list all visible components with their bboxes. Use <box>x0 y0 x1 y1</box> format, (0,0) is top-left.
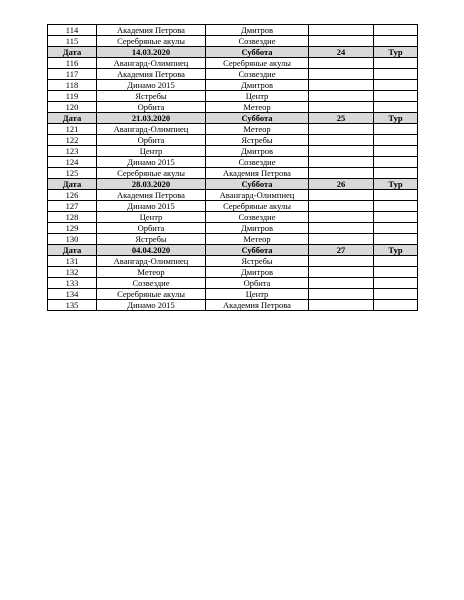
match-row <box>48 201 418 212</box>
round-number: 26 <box>309 179 374 190</box>
match-number: 124 <box>48 157 97 168</box>
match-extra-2 <box>374 267 418 278</box>
match-number: 133 <box>48 278 97 289</box>
match-number: 121 <box>48 124 97 135</box>
away-team: Метеор <box>206 234 309 245</box>
away-team: Дмитров <box>206 80 309 91</box>
match-number: 129 <box>48 223 97 234</box>
away-team: Академия Петрова <box>206 300 309 311</box>
match-extra-1 <box>309 102 374 113</box>
round-header-row <box>48 113 418 124</box>
match-extra-1 <box>309 190 374 201</box>
match-extra-2 <box>374 69 418 80</box>
match-row <box>48 146 418 157</box>
match-number: 130 <box>48 234 97 245</box>
match-extra-2 <box>374 91 418 102</box>
home-team: Авангард-Олимпиец <box>97 256 206 267</box>
match-extra-1 <box>309 168 374 179</box>
home-team: Динамо 2015 <box>97 300 206 311</box>
match-number: 122 <box>48 135 97 146</box>
match-extra-2 <box>374 146 418 157</box>
match-extra-1 <box>309 91 374 102</box>
round-date-label: Дата <box>48 245 97 256</box>
home-team: Орбита <box>97 223 206 234</box>
home-team: Серебряные акулы <box>97 168 206 179</box>
match-extra-2 <box>374 212 418 223</box>
match-extra-1 <box>309 300 374 311</box>
round-day: Суббота <box>206 245 309 256</box>
match-extra-2 <box>374 201 418 212</box>
match-row <box>48 25 418 36</box>
round-number: 24 <box>309 47 374 58</box>
match-extra-1 <box>309 146 374 157</box>
away-team: Метеор <box>206 102 309 113</box>
home-team: Метеор <box>97 267 206 278</box>
round-date-label: Дата <box>48 47 97 58</box>
round-day: Суббота <box>206 113 309 124</box>
away-team: Дмитров <box>206 223 309 234</box>
match-row <box>48 157 418 168</box>
match-row <box>48 278 418 289</box>
match-extra-1 <box>309 234 374 245</box>
round-day: Суббота <box>206 47 309 58</box>
home-team: Академия Петрова <box>97 190 206 201</box>
home-team: Авангард-Олимпиец <box>97 124 206 135</box>
match-row <box>48 135 418 146</box>
home-team: Динамо 2015 <box>97 80 206 91</box>
match-row <box>48 58 418 69</box>
round-date: 04.04.2020 <box>97 245 206 256</box>
match-number: 116 <box>48 58 97 69</box>
match-number: 125 <box>48 168 97 179</box>
match-number: 132 <box>48 267 97 278</box>
away-team: Орбита <box>206 278 309 289</box>
match-extra-1 <box>309 256 374 267</box>
match-extra-2 <box>374 300 418 311</box>
round-header-row <box>48 245 418 256</box>
away-team: Созвездие <box>206 69 309 80</box>
match-extra-2 <box>374 58 418 69</box>
match-row <box>48 69 418 80</box>
home-team: Авангард-Олимпиец <box>97 58 206 69</box>
match-row <box>48 124 418 135</box>
match-number: 119 <box>48 91 97 102</box>
match-extra-1 <box>309 289 374 300</box>
match-extra-2 <box>374 278 418 289</box>
match-row <box>48 91 418 102</box>
round-header-row <box>48 179 418 190</box>
round-date-label: Дата <box>48 113 97 124</box>
home-team: Академия Петрова <box>97 69 206 80</box>
match-extra-1 <box>309 36 374 47</box>
away-team: Метеор <box>206 124 309 135</box>
match-extra-2 <box>374 190 418 201</box>
home-team: Динамо 2015 <box>97 201 206 212</box>
match-row <box>48 212 418 223</box>
match-extra-2 <box>374 289 418 300</box>
home-team: Академия Петрова <box>97 25 206 36</box>
match-row <box>48 300 418 311</box>
match-extra-1 <box>309 223 374 234</box>
round-tour-label: Тур <box>374 113 418 124</box>
away-team: Центр <box>206 289 309 300</box>
match-extra-2 <box>374 80 418 91</box>
match-number: 114 <box>48 25 97 36</box>
match-number: 115 <box>48 36 97 47</box>
round-tour-label: Тур <box>374 47 418 58</box>
match-row <box>48 190 418 201</box>
match-extra-2 <box>374 36 418 47</box>
match-extra-1 <box>309 201 374 212</box>
schedule-table <box>47 24 418 311</box>
match-row <box>48 256 418 267</box>
round-date: 21.03.2020 <box>97 113 206 124</box>
match-extra-2 <box>374 168 418 179</box>
match-number: 126 <box>48 190 97 201</box>
match-number: 134 <box>48 289 97 300</box>
match-extra-1 <box>309 80 374 91</box>
home-team: Серебряные акулы <box>97 36 206 47</box>
match-number: 118 <box>48 80 97 91</box>
match-extra-1 <box>309 58 374 69</box>
match-row <box>48 223 418 234</box>
home-team: Ястребы <box>97 91 206 102</box>
match-extra-1 <box>309 135 374 146</box>
match-number: 128 <box>48 212 97 223</box>
home-team: Центр <box>97 146 206 157</box>
home-team: Орбита <box>97 135 206 146</box>
match-extra-2 <box>374 124 418 135</box>
home-team: Динамо 2015 <box>97 157 206 168</box>
match-row <box>48 289 418 300</box>
match-extra-1 <box>309 278 374 289</box>
away-team: Дмитров <box>206 25 309 36</box>
round-tour-label: Тур <box>374 179 418 190</box>
match-row <box>48 80 418 91</box>
match-row <box>48 168 418 179</box>
home-team: Ястребы <box>97 234 206 245</box>
away-team: Созвездие <box>206 157 309 168</box>
match-extra-2 <box>374 102 418 113</box>
match-extra-2 <box>374 135 418 146</box>
schedule-body <box>48 25 418 311</box>
match-number: 123 <box>48 146 97 157</box>
match-extra-1 <box>309 212 374 223</box>
away-team: Ястребы <box>206 135 309 146</box>
away-team: Созвездие <box>206 212 309 223</box>
match-number: 135 <box>48 300 97 311</box>
match-extra-1 <box>309 157 374 168</box>
match-row <box>48 36 418 47</box>
match-row <box>48 267 418 278</box>
match-extra-2 <box>374 157 418 168</box>
match-extra-1 <box>309 69 374 80</box>
away-team: Ястребы <box>206 256 309 267</box>
away-team: Созвездие <box>206 36 309 47</box>
round-tour-label: Тур <box>374 245 418 256</box>
round-number: 27 <box>309 245 374 256</box>
match-extra-1 <box>309 25 374 36</box>
home-team: Созвездие <box>97 278 206 289</box>
match-extra-2 <box>374 256 418 267</box>
round-number: 25 <box>309 113 374 124</box>
round-date: 14.03.2020 <box>97 47 206 58</box>
away-team: Академия Петрова <box>206 168 309 179</box>
away-team: Дмитров <box>206 146 309 157</box>
match-extra-2 <box>374 223 418 234</box>
home-team: Орбита <box>97 102 206 113</box>
match-extra-2 <box>374 25 418 36</box>
home-team: Центр <box>97 212 206 223</box>
away-team: Дмитров <box>206 267 309 278</box>
away-team: Серебряные акулы <box>206 58 309 69</box>
away-team: Центр <box>206 91 309 102</box>
match-extra-1 <box>309 267 374 278</box>
match-row <box>48 102 418 113</box>
away-team: Авангард-Олимпиец <box>206 190 309 201</box>
round-date-label: Дата <box>48 179 97 190</box>
round-header-row <box>48 47 418 58</box>
match-number: 120 <box>48 102 97 113</box>
match-extra-1 <box>309 124 374 135</box>
match-number: 127 <box>48 201 97 212</box>
match-row <box>48 234 418 245</box>
match-number: 117 <box>48 69 97 80</box>
round-date: 28.03.2020 <box>97 179 206 190</box>
match-number: 131 <box>48 256 97 267</box>
match-extra-2 <box>374 234 418 245</box>
round-day: Суббота <box>206 179 309 190</box>
home-team: Серебряные акулы <box>97 289 206 300</box>
away-team: Серебряные акулы <box>206 201 309 212</box>
